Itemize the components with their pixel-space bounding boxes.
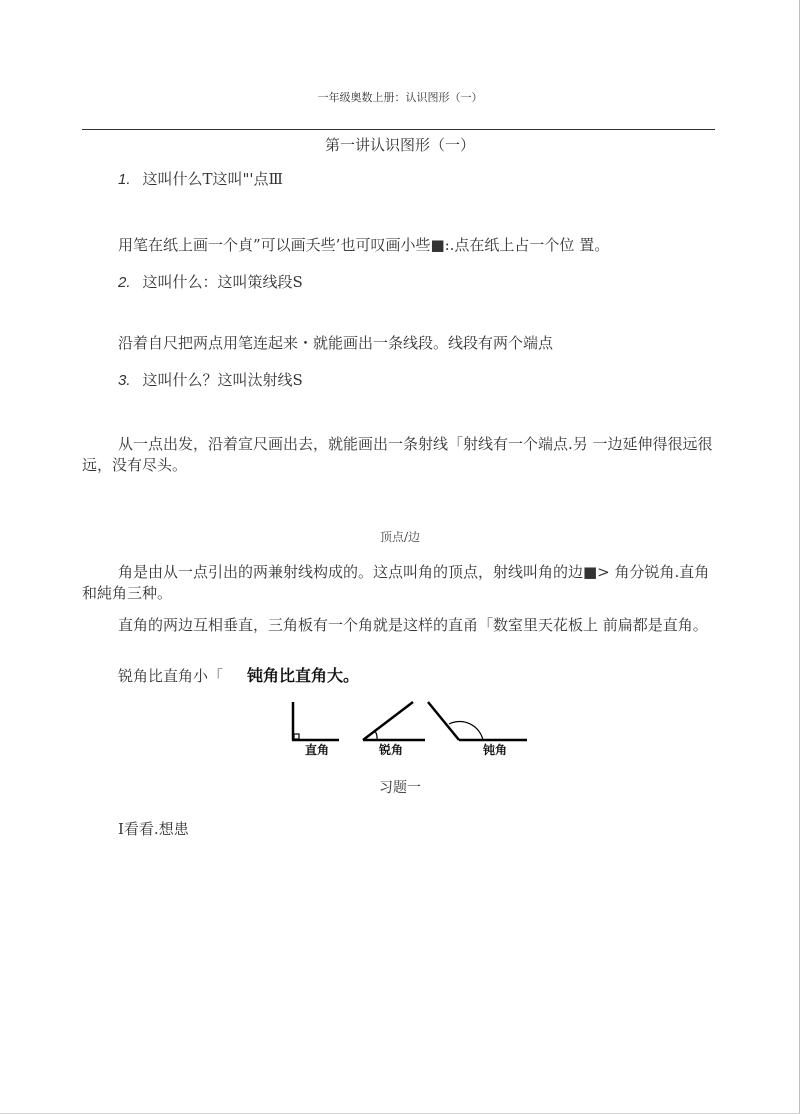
paragraph-right-angle: 直角的两边互相垂直，三角板有一个角就是这样的直甬「数室里天花板上 前扁都是直角。	[118, 616, 708, 634]
angle-comparison-bold: 钝角比直角大。	[247, 666, 360, 685]
paragraph-point: 用笔在纸上画一个貞”可以画夭些’也可叹画小些■:.点在纸上占一个位 置。	[118, 236, 610, 254]
lesson-title: 第一讲认识图形（一）	[324, 136, 475, 154]
angle-caption: 顶点/边	[379, 530, 421, 544]
paragraph-segment: 沿着自尺把两点用笔连起来・就能画出一条线段。线段有两个端点	[118, 334, 554, 352]
acute-angle-diagram	[363, 702, 425, 756]
exercise-question-1: I看看.想患	[118, 820, 189, 838]
paragraph-angle-definition: 角是由从一点引出的两兼射线构成的。这点叫角的顶点，射线叫角的边■> 角分锐角.直角和純角三种。	[82, 563, 710, 602]
question-2-text: 这叫什么：这叫策线段S	[142, 273, 303, 291]
right-angle-diagram	[292, 702, 339, 756]
obtuse-angle-diagram	[428, 702, 527, 756]
question-2	[118, 271, 303, 292]
question-3-text: 这叫什么？这叫汰射线S	[142, 371, 303, 389]
question-3	[118, 369, 303, 390]
header-rule	[82, 129, 715, 130]
question-1-number: 1.	[118, 171, 131, 188]
obtuse-angle-label: 钝角	[483, 743, 508, 756]
question-2-number: 2.	[118, 274, 131, 291]
angle-types-figure	[287, 700, 527, 756]
angle-comparison	[118, 663, 359, 686]
question-1	[118, 168, 283, 189]
running-header: 一年级奥数上册：认识图形（一）	[317, 91, 483, 104]
angle-comparison-text: 锐角比直角小「	[118, 667, 224, 685]
question-3-number: 3.	[118, 372, 131, 389]
right-angle-label: 直角	[305, 743, 330, 756]
question-1-text: 这叫什么T这叫"'点Ⅲ	[142, 170, 284, 188]
acute-angle-label: 锐角	[379, 743, 404, 756]
paragraph-ray: 从一点出发，沿着宣尺画出去，就能画出一条射线「射线有一个端点.另 一边延伸得很远很远，没有尽头。	[82, 435, 713, 474]
exercise-title: 习题一	[379, 780, 421, 796]
